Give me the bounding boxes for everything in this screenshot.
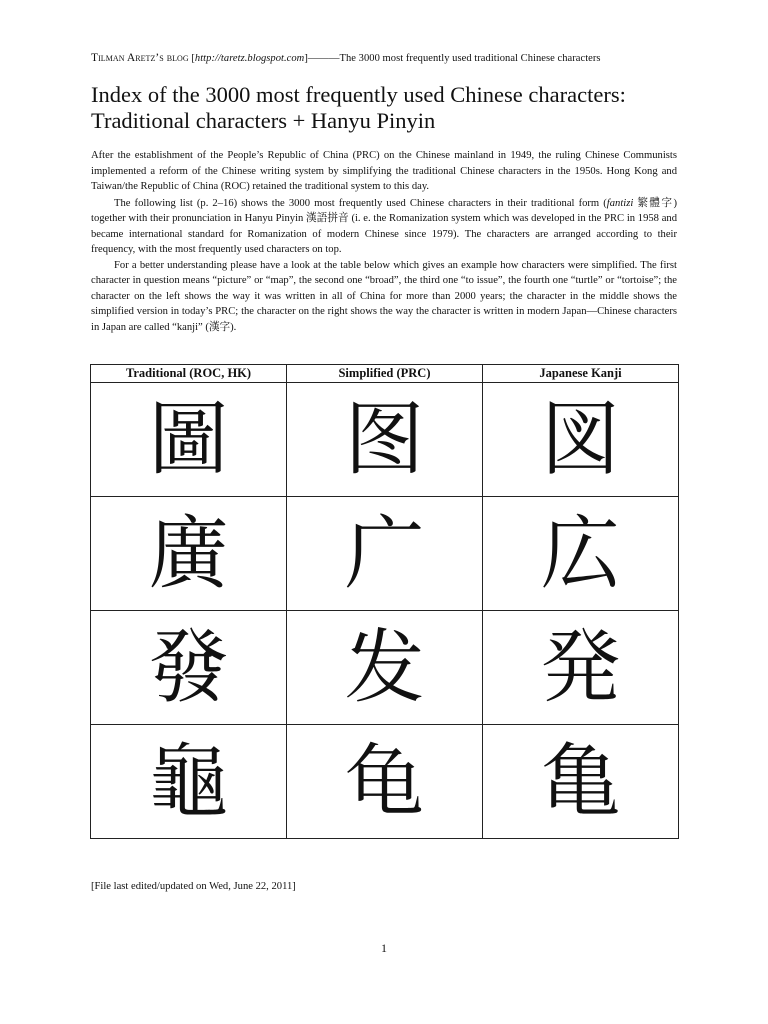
table-header-row [91,365,679,383]
header-japanese: Japanese Kanji [483,365,679,383]
page-title [91,82,691,134]
paragraph-list-description [91,196,677,258]
last-updated-note: [File last edited/updated on Wed, June 22, 2011] [91,881,296,892]
paragraph-list-text-b: 繁體字) together with their pronunciation in Hanyu Pinyin 漢語拼音 (i. e. the Romanization system which was developed in the PRC in 1958 and became international standard for Romanization of modern Chinese since 1979). The characters are arranged according to their frequency, with the most frequently used characters on top. [91,197,677,255]
character-simplified: 广 [344,506,425,600]
table-cell [483,611,679,725]
character-simplified: 图 [344,392,425,486]
character-japanese: 広 [540,506,621,600]
table-row [91,497,679,611]
fantizi-term: fantizi [606,197,634,209]
character-comparison-table [90,364,679,839]
table-cell [91,497,287,611]
header-bracket-open: [ [188,53,195,64]
paragraph-list-text-a: The following list (p. 2–16) shows the 3000 most frequently used Chinese characters in their traditional form ( [114,197,607,209]
table-cell [91,611,287,725]
character-traditional: 圖 [148,392,229,486]
character-traditional: 發 [148,620,229,714]
table-cell [483,725,679,839]
table-cell [91,725,287,839]
character-japanese: 発 [540,620,621,714]
character-traditional: 龜 [148,734,229,828]
header-doc-title: ]———The 3000 most frequently used traditional Chinese characters [304,53,601,64]
table-row [91,725,679,839]
character-simplified: 龟 [344,734,425,828]
character-simplified: 发 [344,620,425,714]
header-traditional: Traditional (ROC, HK) [91,365,287,383]
paragraph-example-explanation: For a better understanding please have a look at the table below which gives an example how characters were simplified. The first character in question means “picture” or “map”, the second one “broad”, the third one “to issue”, the fourth one “turtle” or “tortoise”; the character on the left shows the way it was written in all of China for more than 2000 years; the character in the middle shows the simplified version in today’s PRC; the character on the right shows the way the character is written in modern Japan—Chinese characters in Japan are called “kanji” (漢字). [91,259,677,333]
header-url-link[interactable]: http://taretz.blogspot.com [194,53,305,64]
table-cell [483,497,679,611]
character-traditional: 廣 [148,506,229,600]
intro-text [91,148,677,335]
character-japanese: 図 [540,392,621,486]
table-cell [287,383,483,497]
table-cell [91,383,287,497]
character-japanese: 亀 [540,734,621,828]
title-line-1: Index of the 3000 most frequently used Chinese characters: [91,82,626,107]
table-row [91,611,679,725]
page-number: 1 [381,941,387,955]
running-header [91,52,681,64]
table-cell [287,611,483,725]
title-line-2: Traditional characters + Hanyu Pinyin [91,108,436,133]
paragraph-history: After the establishment of the People’s Republic of China (PRC) on the Chinese mainland in 1949, the ruling Chinese Communists implemented a reform of the Chinese writing system by simplifying the traditional Chinese characters in the 1950s. Hong Kong and Taiwan/the Republic of China (ROC) retained the traditional system to this day. [91,150,677,192]
header-simplified: Simplified (PRC) [287,365,483,383]
table-cell [287,497,483,611]
header-author: Tilman Aretz’s blog [91,52,189,64]
table-cell [287,725,483,839]
table-cell [483,383,679,497]
table-row [91,383,679,497]
